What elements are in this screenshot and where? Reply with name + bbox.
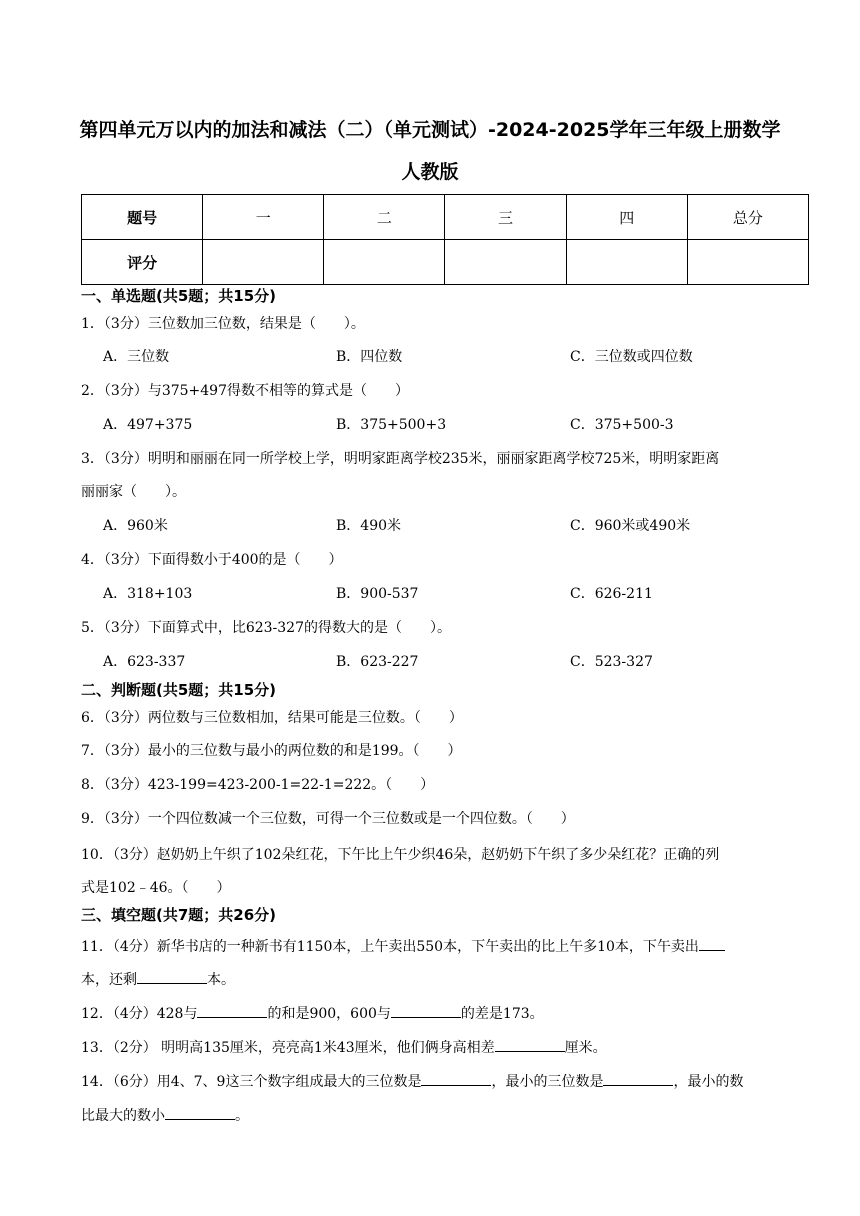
question-14-text-5: 。	[235, 1108, 249, 1124]
question-14-text-2: ，最小的三位数是	[491, 1074, 604, 1090]
question-14-text-1: 14．（6分）用4、7、9这三个数字组成最大的三位数是	[81, 1074, 422, 1090]
question-2-option-a: A．497+375	[103, 417, 193, 433]
question-4: 4．（3分）下面得数小于400的是（ ）	[81, 552, 343, 568]
question-10-line1: 10．（3分）赵奶奶上午织了102朵红花，下午比上午少织46朵，赵奶奶下午织了多少朵红花？正确的列	[81, 847, 720, 863]
score-table	[81, 194, 809, 285]
answer-blank[interactable]	[197, 1002, 267, 1018]
question-12-text-3: 的差是173。	[460, 1006, 544, 1022]
score-cell-4[interactable]	[566, 240, 687, 285]
question-7: 7．（3分）最小的三位数与最小的两位数的和是199。（ ）	[81, 743, 462, 759]
question-13-text-1: 13．（2分） 明明高135厘米，亮亮高1米43厘米，他们俩身高相差	[81, 1040, 495, 1056]
question-12	[81, 1002, 811, 1024]
question-4-option-b: B．900-537	[336, 586, 419, 602]
question-4-option-a: A．318+103	[103, 586, 193, 602]
answer-blank[interactable]	[391, 1002, 461, 1018]
exam-title-line1: 第四单元万以内的加法和减法（二）（单元测试）-2024-2025学年三年级上册数学	[79, 119, 781, 141]
answer-blank[interactable]	[603, 1070, 673, 1086]
score-header-label: 题号	[82, 195, 203, 240]
score-table-header-row	[82, 195, 809, 240]
question-5: 5．（3分）下面算式中，比623-327的得数大的是（ ）。	[81, 620, 451, 636]
question-5-option-a: A．623-337	[103, 654, 186, 670]
score-header-total: 总分	[687, 195, 808, 240]
exam-title-line2: 人教版	[401, 161, 459, 183]
question-11-text-3: 本。	[207, 972, 235, 988]
question-3-option-c: C．960米或490米	[570, 518, 691, 534]
question-4-option-c: C．626-211	[570, 586, 653, 602]
answer-blank[interactable]	[699, 935, 725, 951]
question-2-option-b: B．375+500+3	[336, 417, 447, 433]
question-1-option-c: C．三位数或四位数	[570, 349, 693, 365]
question-11-text-2: 本，还剩	[81, 972, 137, 988]
question-1-option-b: B．四位数	[336, 349, 403, 365]
score-row-label: 评分	[82, 240, 203, 285]
score-table-score-row	[82, 240, 809, 285]
question-12-text-1: 12．（4分）428与	[81, 1006, 198, 1022]
question-2: 2．（3分）与375+497得数不相等的算式是（ ）	[81, 383, 409, 399]
score-cell-2[interactable]	[324, 240, 445, 285]
section-heading-true-false: 二、判断题(共5题；共15分)	[81, 681, 277, 699]
question-10-line2: 式是102﹣46。（ ）	[81, 880, 231, 896]
score-cell-total[interactable]	[687, 240, 808, 285]
answer-blank[interactable]	[137, 968, 207, 984]
score-header-3: 三	[445, 195, 566, 240]
question-6: 6．（3分）两位数与三位数相加，结果可能是三位数。（ ）	[81, 710, 463, 726]
answer-blank[interactable]	[495, 1036, 565, 1052]
question-14-text-4: 比最大的数小	[81, 1108, 165, 1124]
score-header-4: 四	[566, 195, 687, 240]
question-1: 1．（3分）三位数加三位数，结果是（ ）。	[81, 316, 365, 332]
question-5-option-b: B．623-227	[336, 654, 419, 670]
question-2-option-c: C．375+500-3	[570, 417, 674, 433]
question-3-option-a: A．960米	[103, 518, 168, 534]
question-3-line2: 丽丽家（ ）。	[81, 484, 186, 500]
section-heading-fill-in: 三、填空题(共7题；共26分)	[81, 906, 277, 924]
question-1-option-a: A．三位数	[103, 349, 170, 365]
question-14-line1	[81, 1070, 811, 1092]
question-11-line2	[81, 968, 811, 990]
question-12-text-2: 的和是900，600与	[267, 1006, 391, 1022]
score-cell-1[interactable]	[203, 240, 324, 285]
section-heading-single-choice: 一、单选题(共5题；共15分)	[81, 287, 277, 305]
answer-blank[interactable]	[165, 1104, 235, 1120]
question-9: 9．（3分）一个四位数减一个三位数，可得一个三位数或是一个四位数。（ ）	[81, 811, 575, 827]
score-header-2: 二	[324, 195, 445, 240]
score-cell-3[interactable]	[445, 240, 566, 285]
question-8: 8．（3分）423-199=423-200-1=22-1=222。（ ）	[81, 777, 435, 793]
question-5-option-c: C．523-327	[570, 654, 653, 670]
question-11-line1	[81, 935, 811, 957]
question-3-line1: 3．（3分）明明和丽丽在同一所学校上学，明明家距离学校235米，丽丽家距离学校725米，明明家距离	[81, 451, 720, 467]
question-14-text-3: ，最小的数	[673, 1074, 744, 1090]
question-3-option-b: B．490米	[336, 518, 402, 534]
question-13	[81, 1036, 811, 1058]
question-11-text-1: 11．（4分）新华书店的一种新书有1150本，上午卖出550本，下午卖出的比上午多10本，下午卖出	[81, 939, 699, 955]
answer-blank[interactable]	[421, 1070, 491, 1086]
question-13-text-2: 厘米。	[564, 1040, 607, 1056]
score-header-1: 一	[203, 195, 324, 240]
question-14-line2	[81, 1104, 811, 1126]
